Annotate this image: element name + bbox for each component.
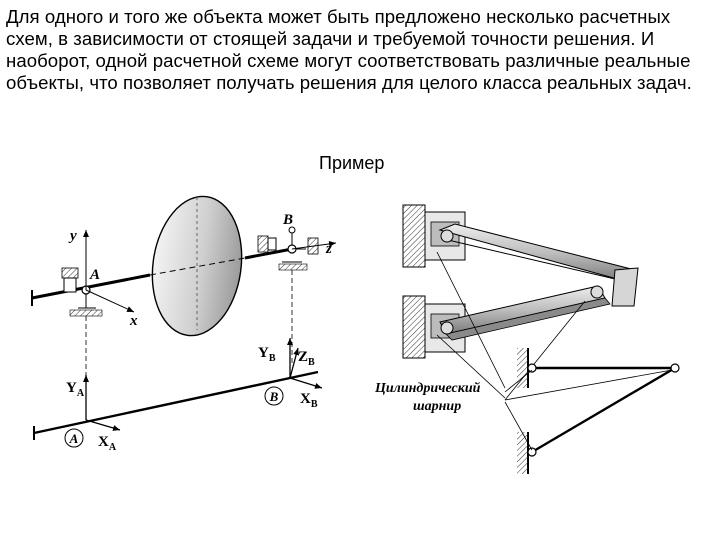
- circle-b-label: B: [269, 389, 279, 404]
- z-axis-label: z: [326, 241, 332, 257]
- ya-label: $Y_A$: [66, 380, 85, 399]
- example-caption: Пример: [319, 153, 385, 173]
- xb-label: $X_B$: [300, 391, 318, 410]
- y-axis-label: y: [70, 228, 77, 244]
- hinge-label-line2: шарнир: [413, 399, 462, 414]
- zb-label: $Z_B$: [298, 349, 315, 368]
- circle-a-label: A: [69, 431, 79, 446]
- bracket-figure: [374, 205, 679, 474]
- xa-label: $X_A$: [98, 434, 117, 453]
- point-a-label: A: [90, 267, 101, 283]
- x-axis-label: x: [130, 313, 138, 329]
- point-b-label: B: [283, 212, 294, 228]
- yb-label: $Y_B$: [258, 345, 276, 364]
- bearing-b-upper: [258, 227, 318, 270]
- intro-paragraph: Для одного и того же объекта может быть предложено несколько расчетных схем, в зависимости от стоящей задачи и требуемой точности решения. И наоборот, одной расчетной схеме могут соответствовать различные реальные объекты, что позволяет получать решения для целого класса реальных задач.: [6, 6, 692, 93]
- hinge-label-line1: Цилиндрический: [375, 381, 481, 396]
- shaft-figure: [32, 191, 336, 453]
